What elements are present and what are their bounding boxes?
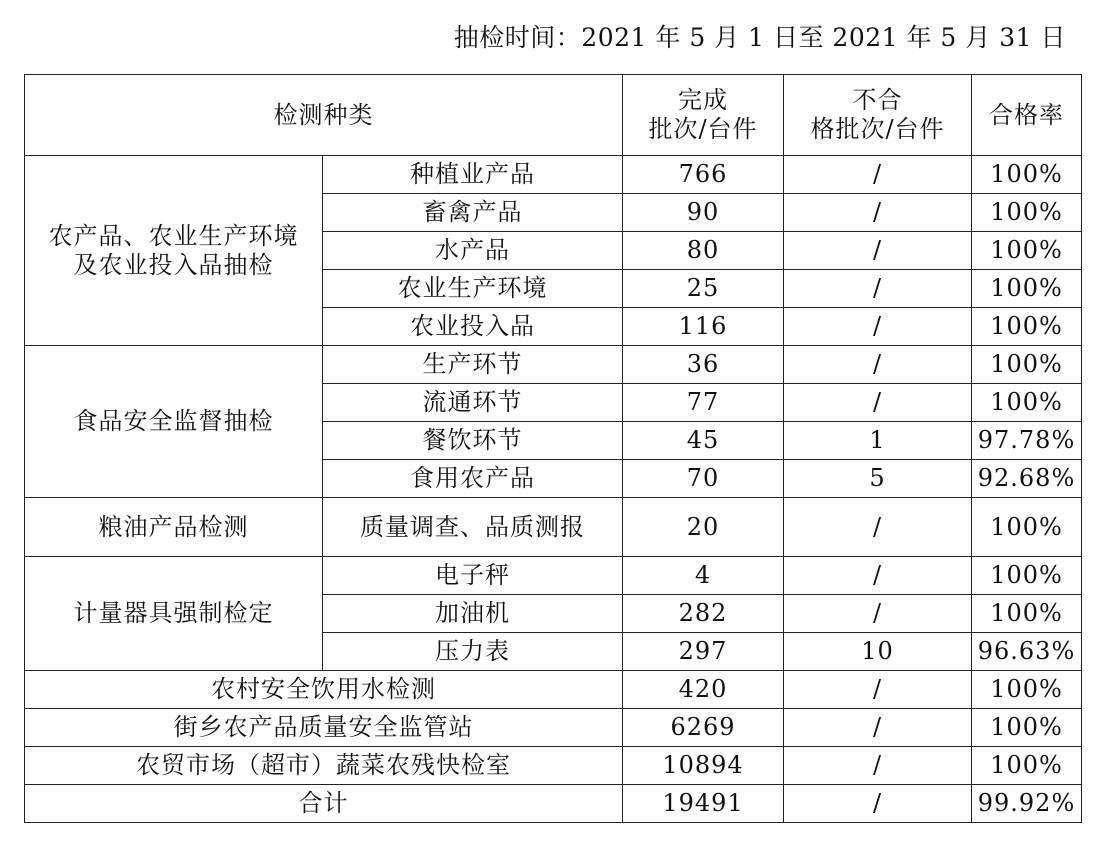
- completed-count: 766: [623, 156, 784, 194]
- pass-rate: 100%: [972, 747, 1082, 785]
- item-name: 加油机: [323, 595, 623, 633]
- pass-rate: 100%: [972, 595, 1082, 633]
- item-name: 电子秤: [323, 557, 623, 595]
- total-unqualified: /: [784, 785, 972, 823]
- item-name: 生产环节: [323, 346, 623, 384]
- unqualified-count: /: [784, 232, 972, 270]
- item-name: 畜禽产品: [323, 194, 623, 232]
- pass-rate: 100%: [972, 156, 1082, 194]
- completed-count: 36: [623, 346, 784, 384]
- item-name: 农业生产环境: [323, 270, 623, 308]
- inspection-results-table: [24, 74, 1082, 823]
- group-name-food-safety: 食品安全监督抽检: [25, 346, 323, 498]
- header-pass-rate: 合格率: [972, 75, 1082, 156]
- table-row: [25, 557, 1082, 595]
- table-row: [25, 156, 1082, 194]
- pass-rate: 100%: [972, 384, 1082, 422]
- item-name: 农业投入品: [323, 308, 623, 346]
- item-name: 种植业产品: [323, 156, 623, 194]
- total-completed: 19491: [623, 785, 784, 823]
- total-label: 合计: [25, 785, 623, 823]
- category-name: 农村安全饮用水检测: [25, 671, 623, 709]
- header-unqualified-line1: 不合: [852, 86, 903, 115]
- completed-count: 282: [623, 595, 784, 633]
- group-name-agri: [25, 156, 323, 346]
- item-name: 水产品: [323, 232, 623, 270]
- item-name: 食用农产品: [323, 460, 623, 498]
- item-name: 流通环节: [323, 384, 623, 422]
- pass-rate: 100%: [972, 709, 1082, 747]
- header-unqualified-line2: 格批次/台件: [810, 115, 945, 143]
- group-name-grain-oil: 粮油产品检测: [25, 498, 323, 557]
- unqualified-count: 1: [784, 422, 972, 460]
- item-name: 质量调查、品质测报: [323, 498, 623, 557]
- header-category: 检测种类: [25, 75, 623, 156]
- table-row: [25, 671, 1082, 709]
- table-row: [25, 747, 1082, 785]
- header-completed-line2: 批次/台件: [648, 115, 758, 143]
- unqualified-count: /: [784, 557, 972, 595]
- unqualified-count: /: [784, 747, 972, 785]
- unqualified-count: /: [784, 595, 972, 633]
- category-name: 农贸市场（超市）蔬菜农残快检室: [25, 747, 623, 785]
- group-name-metrology: 计量器具强制检定: [25, 557, 323, 671]
- completed-count: 25: [623, 270, 784, 308]
- unqualified-count: /: [784, 156, 972, 194]
- completed-count: 45: [623, 422, 784, 460]
- unqualified-count: 5: [784, 460, 972, 498]
- pass-rate: 100%: [972, 232, 1082, 270]
- completed-count: 116: [623, 308, 784, 346]
- completed-count: 90: [623, 194, 784, 232]
- pass-rate: 100%: [972, 194, 1082, 232]
- pass-rate: 96.63%: [972, 633, 1082, 671]
- completed-count: 10894: [623, 747, 784, 785]
- unqualified-count: 10: [784, 633, 972, 671]
- completed-count: 4: [623, 557, 784, 595]
- table-row: [25, 498, 1082, 557]
- item-name: 压力表: [323, 633, 623, 671]
- pass-rate: 100%: [972, 557, 1082, 595]
- table-header-row: [25, 75, 1082, 156]
- completed-count: 420: [623, 671, 784, 709]
- inspection-period: 抽检时间：2021 年 5 月 1 日至 2021 年 5 月 31 日: [453, 23, 1066, 52]
- group-name-line2: 及农业投入品抽检: [73, 250, 274, 279]
- header-completed-line1: 完成: [678, 86, 728, 115]
- unqualified-count: /: [784, 709, 972, 747]
- completed-count: 6269: [623, 709, 784, 747]
- table-row: [25, 709, 1082, 747]
- table-row: [25, 346, 1082, 384]
- unqualified-count: /: [784, 270, 972, 308]
- pass-rate: 100%: [972, 270, 1082, 308]
- pass-rate: 97.78%: [972, 422, 1082, 460]
- pass-rate: 92.68%: [972, 460, 1082, 498]
- total-pass-rate: 99.92%: [972, 785, 1082, 823]
- pass-rate: 100%: [972, 498, 1082, 557]
- group-name-line1: 农产品、农业生产环境: [48, 221, 299, 250]
- unqualified-count: /: [784, 346, 972, 384]
- header-unqualified: [784, 75, 972, 156]
- pass-rate: 100%: [972, 671, 1082, 709]
- completed-count: 80: [623, 232, 784, 270]
- unqualified-count: /: [784, 194, 972, 232]
- completed-count: 70: [623, 460, 784, 498]
- unqualified-count: /: [784, 498, 972, 557]
- item-name: 餐饮环节: [323, 422, 623, 460]
- pass-rate: 100%: [972, 308, 1082, 346]
- completed-count: 297: [623, 633, 784, 671]
- unqualified-count: /: [784, 671, 972, 709]
- completed-count: 77: [623, 384, 784, 422]
- unqualified-count: /: [784, 384, 972, 422]
- completed-count: 20: [623, 498, 784, 557]
- unqualified-count: /: [784, 308, 972, 346]
- total-row: [25, 785, 1082, 823]
- category-name: 街乡农产品质量安全监管站: [25, 709, 623, 747]
- header-completed: [623, 75, 784, 156]
- pass-rate: 100%: [972, 346, 1082, 384]
